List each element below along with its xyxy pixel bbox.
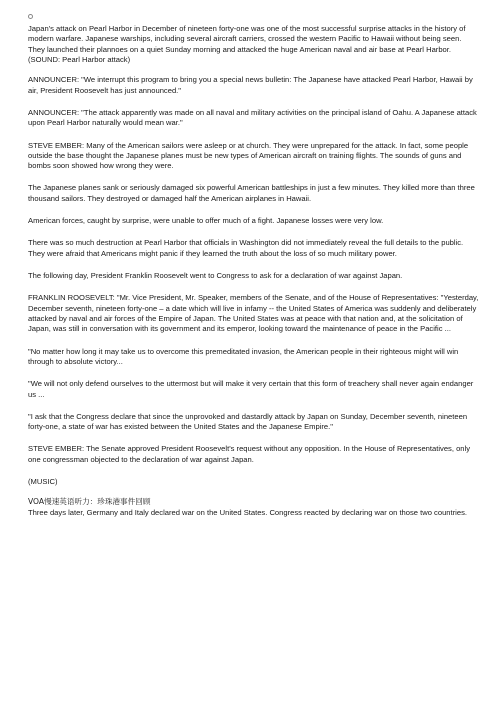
paragraph-destruction: There was so much destruction at Pearl Harbor that officials in Washington did not immediately reveal the full details to the public.	[28, 238, 464, 248]
paragraph-roosevelt-speech: FRANKLIN ROOSEVELT: "Mr. Vice President, Mr. Speaker, members of the Senate, and of the House of Representatives: "Yesterday, December seventh, nineteen forty-one – a date which will live in infamy -- the United States of America was suddenly and deliberately attacked by naval and air forces of the Empire of Japan. The United States was at peace with that nation and, at the solicitation of Japan, was still in conversation with its government and its emperor, looking toward the maintenance of peace in the Pacific ...	[28, 293, 479, 334]
voa-heading: VOA慢速英语听力：珍珠港事件回顾	[28, 497, 151, 507]
sound-cue: (SOUND: Pearl Harbor attack)	[28, 54, 131, 64]
document-body	[28, 24, 480, 518]
paragraph-announcer-2: ANNOUNCER: "The attack apparently was made on all naval and military activities on the principal island of Oahu. A Japanese attack upon Pearl Harbor naturally would mean war."	[28, 107, 477, 128]
paragraph-american-forces: American forces, caught by surprise, were unable to offer much of a fight. Japanese losses were very low.	[28, 216, 384, 226]
paragraph-steve-ember-1: STEVE EMBER: Many of the American sailors were asleep or at church. They were unprepared for the attack. In fact, some people outside the base thought the Japanese planes must be new types of American aircraft on training flights. The sounds of guns and bombs soon showed how wrong they were.	[28, 140, 469, 171]
paragraph-quote-victory: "No matter how long it may take us to overcome this premeditated invasion, the American people in their righteous might will win through to absolute victory...	[28, 346, 459, 366]
paragraph-launch: They launched their plannoes on a quiet Sunday morning and attacked the huge American naval and air base at Pearl Harbor.	[28, 44, 451, 54]
paragraph-following-day: The following day, President Franklin Roosevelt went to Congress to ask for a declaration of war against Japan.	[28, 271, 403, 280]
music-cue: (MUSIC)	[28, 477, 58, 487]
paragraph-panic: They were afraid that Americans might panic if they learned the truth about the loss of so much military power.	[28, 248, 397, 258]
bullet-marker-icon	[28, 14, 33, 19]
paragraph-intro: Japan's attack on Pearl Harbor in December of nineteen forty-one was one of the most successful surprise attacks in the history of modern warfare. Japanese warships, including several aircraft carriers, crossed the western Pacific to Hawaii without being seen.	[28, 24, 466, 44]
paragraph-announcer-1: ANNOUNCER: "We interrupt this program to bring you a special news bulletin: The Japanese have attacked Pearl Harbor, Hawaii by air, President Roosevelt has just announced."	[28, 75, 473, 95]
paragraph-steve-ember-2: STEVE EMBER: The Senate approved President Roosevelt's request without any opposition. In the House of Representatives, only one congressman objected to the declaration of war against Japan.	[28, 444, 470, 464]
paragraph-quote-defend: "We will not only defend ourselves to the uttermost but will make it very certain that this form of treachery shall never again endanger us ...	[28, 379, 474, 399]
paragraph-quote-declare: "I ask that the Congress declare that since the unprovoked and dastardly attack by Japan on Sunday, December seventh, nineteen forty-one, a state of war has existed between the United States and the Japanese Empire."	[28, 411, 468, 432]
paragraph-three-days-later: Three days later, Germany and Italy declared war on the United States. Congress reacted by declaring war on those two countries.	[28, 507, 467, 517]
paragraph-battleships: The Japanese planes sank or seriously damaged six powerful American battleships in just a few minutes. They killed more than three thousand sailors. They destroyed or damaged half the American airplanes in Hawaii.	[28, 183, 475, 203]
